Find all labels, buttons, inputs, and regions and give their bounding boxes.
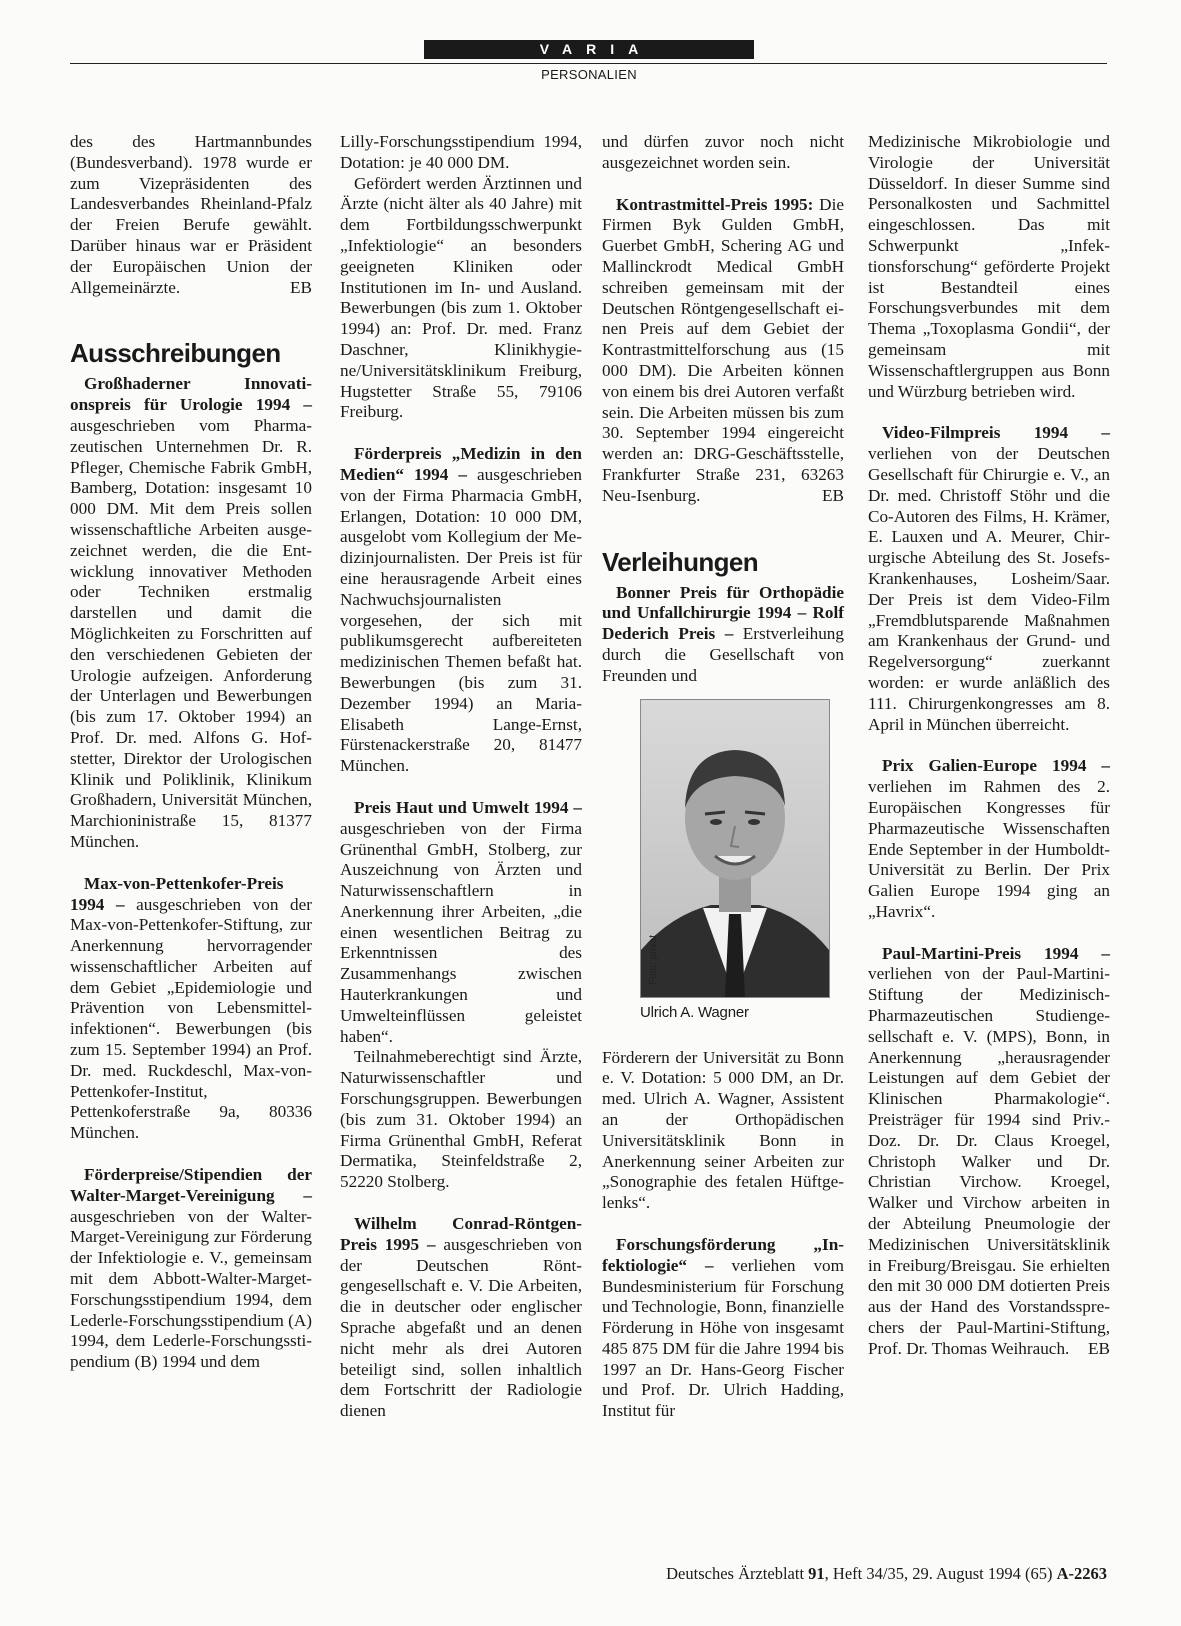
- portrait-photo: [640, 699, 830, 998]
- paragraph: Förderern der Universität zu Bonn e. V. Dotation: 5 000 DM, an Dr. med. Ulrich A. Wagner, Assistent an der Orthopädischen Universitätsklinik Bonn in Anerkennung seiner Arbeiten zur „Sonographie des fetalen Hüftgelenks“.: [602, 1047, 844, 1213]
- column-4: [868, 132, 1110, 1360]
- announcement: Großhaderner Innovationspreis für Urologie 1994 – ausgeschrieben vom Pharmazeutischen Unternehmen Dr. R. Pfleger, Chemische Fabrik GmbH, Bamberg, Dotation: insgesamt 10 000 DM. Mit dem Preis sollen wissenschaftliche Arbeiten ausgezeichnet werden, die die Entwicklung innovativer Methoden oder Techniken erstmalig darstellen und damit die Möglichkeiten zu Forschritten auf den verschiedenen Gebieten der Urologie aufzeigen. Anforderung der Unterlagen und Bewerbungen (bis zum 17. Oktober 1994) an Prof. Dr. med. Alfons G. Hofstetter, Direktor der Urologischen Klinik und Poliklinik, Klinikum Großhadern, Universität München, Marchioninistraße 15, 81377 München.: [70, 374, 312, 851]
- page-number: A-2263: [1056, 1564, 1107, 1583]
- author-sign: EB: [290, 277, 312, 297]
- photo-caption: Ulrich A. Wagner: [640, 1003, 749, 1021]
- portrait-illustration: [641, 700, 829, 997]
- announcement: Kontrastmittel-Preis 1995: Die Firmen Byk Gulden GmbH, Guerbet GmbH, Schering AG und Mallinckrodt Medical GmbH schreiben gemeinsam mit der Deutschen Röntgengesellschaft einen Preis auf dem Gebiet der Kontrastmittelforschung aus (15 000 DM). Die Arbeiten können von einem bis drei Autoren verfaßt sein. Die Arbeiten müssen bis zum 30. September 1994 eingereicht werden an: DRG-Geschäftsstelle, Frankfurter Straße 231, 63263 Neu-Isenburg. EB: [602, 194, 844, 505]
- paragraph: Medizinische Mikrobiologie und Virologie der Universität Düsseldorf. In dieser Summe sind Personalkosten und Sachmittel eingeschlossen. Das mit Schwerpunkt „Infektionsforschung“ geförderte Projekt ist Bestandteil eines Forschungsverbundes mit dem Thema „Toxoplasma Gondii“, der gemeinsam mit Wissenschaftlergruppen aus Bonn und Würzburg betrieben wird.: [868, 132, 1110, 401]
- paragraph: Teilnahmeberechtigt sind Ärzte, Naturwissenschaftler und Forschungsgruppen. Bewerbungen (bis zum 31. Oktober 1994) an Firma Grünenthal GmbH, Referat Dermatika, Steinfeldstraße 2, 52220 Stolberg.: [340, 1047, 582, 1192]
- announcement: Max-von-Pettenkofer-Preis 1994 – ausgeschrieben von der Max-von-Pettenkofer-Stiftung, zur Anerkennung hervorragender wissenschaftlicher Arbeiten auf dem Gebiet „Epidemiologie und Prävention von Lebensmittelinfektionen“. Bewerbungen (bis zum 15. September 1994) an Prof. Dr. med. Ruckdeschl, Max-von-Pettenkofer-Institut, Pettenkoferstraße 9a, 80336 München.: [70, 873, 312, 1143]
- paragraph: Lilly-Forschungsstipendium 1994, Dotation: je 40 000 DM.: [340, 132, 582, 172]
- award-title: Bonner Preis für Orthopädie und Unfallchirurgie 1994 – Rolf Dederich Preis –: [602, 582, 844, 644]
- announcement-title: Kontrastmittel-Preis 1995:: [616, 194, 814, 214]
- column-1: [70, 132, 312, 1373]
- award: Prix Galien-Europe 1994 – verliehen im Rahmen des 2. Europäischen Kongresses für Pharmazeutische Wissenschaften Ende September in der Humboldt-Universität zu Berlin. Der Prix Galien Europe 1994 ging an „Havrix“.: [868, 756, 1110, 921]
- announcement-title: Preis Haut und Umwelt 1994 –: [354, 797, 582, 817]
- section-band: VARIA: [424, 40, 754, 59]
- section-heading-verleihungen: Verleihungen: [602, 546, 759, 577]
- announcement-title: Wilhelm Conrad-Röntgen-Preis 1995 –: [340, 1214, 582, 1254]
- paragraph: Gefördert werden Ärztinnen und Ärzte (nicht älter als 40 Jahre) mit dem Fortbildungsschwerpunkt „Infektiologie“ an besonders geeigneten Kliniken oder Institutionen im In- und Ausland. Bewerbungen (bis zum 1. Oktober 1994) an: Prof. Dr. med. Franz Daschner, Klinikhygiene/Universitätsklinikum Freiburg, Hugstetter Straße 55, 79106 Freiburg.: [340, 173, 582, 422]
- award-title: Forschungsförderung „Infektiologie“ –: [602, 1234, 844, 1275]
- announcement-title: Förderpreis „Medizin in den Medien“ 1994 –: [340, 444, 582, 484]
- author-sign: EB: [822, 485, 844, 505]
- award: Bonner Preis für Orthopädie und Unfallchirurgie 1994 – Rolf Dederich Preis – Erstverleihung durch die Gesellschaft von Freunden und: [602, 582, 844, 685]
- journal-name: Deutsches Ärzteblatt: [666, 1564, 809, 1583]
- award-title: Prix Galien-Europe 1994 –: [882, 756, 1110, 776]
- announcement: Preis Haut und Umwelt 1994 – ausgeschrieben von der Firma Grünenthal GmbH, Stolberg, zur Auszeichnung von Ärzten und Naturwissenschaftlern in Anerkennung ihrer Arbeiten, „die einen wesentlichen Beitrag zu Erkenntnissen des Zusammenhangs zwischen Hauterkrankungen und Umwelteinflüssen geleistet haben“.: [340, 797, 582, 1046]
- announcement-title: Max-von-Pettenkofer-Preis 1994 –: [70, 873, 284, 914]
- announcement-title: Großhaderner Innovationspreis für Urologie 1994 –: [70, 374, 312, 415]
- header-rule: [70, 63, 1107, 64]
- paragraph: des des Hartmannbundes (Bundesverband). 1978 wurde er zum Vizepräsidenten des Landesverbandes Rheinland-Pfalz der Freien Berufe gewählt. Darüber hinaus war er Präsident der Europäischen Union der Allgemeinärzte. EB: [70, 132, 312, 297]
- author-sign: EB: [1088, 1338, 1110, 1358]
- photo-credit: Foto: privat: [648, 934, 659, 985]
- announcement: Wilhelm Conrad-Röntgen-Preis 1995 – ausgeschrieben von der Deutschen Röntgengesellschaft e. V. Die Arbeiten, die in deutscher oder englischer Sprache abgefaßt und an denen nicht mehr als drei Autoren beteiligt sind, sollen inhaltlich dem Fortschritt der Radiologie dienen: [340, 1214, 582, 1421]
- announcement-title: Förderpreise/Stipendien der Walter-Marget-Vereinigung –: [70, 1165, 312, 1205]
- award: Video-Filmpreis 1994 – verliehen von der Deutschen Gesellschaft für Chirurgie e. V., an Dr. med. Christoff Stöhr und die Co-Autoren des Films, H. Krämer, E. Lauxen und A. Meurer, Chirurgische Abteilung des St. Josefs-Krankenhauses, Losheim/Saar. Der Preis ist dem Video-Film „Fremdblutsparende Maßnahmen am Krankenhaus der Grund- und Regelversorgung“ zuerkannt worden: er wurde anläßlich des 111. Chirurgenkongresses am 8. April in München überreicht.: [868, 423, 1110, 734]
- award-title: Paul-Martini-Preis 1994 –: [882, 943, 1110, 963]
- announcement: Förderpreise/Stipendien der Walter-Marget-Vereinigung – ausgeschrieben von der Walter-Marget-Vereinigung zur Förderung der Infektiologie e. V., gemeinsam mit dem Abbott-Walter-Marget-Forschungsstipendium 1994, dem Lederle-Forschungsstipendium (A) 1994, dem Lederle-Forschungsstipendium (B) 1994 und dem: [70, 1165, 313, 1372]
- announcement: Förderpreis „Medizin in den Medien“ 1994 – ausgeschrieben von der Firma Pharmacia GmbH, Erlangen, Dotation: 10 000 DM, ausgelobt vom Kollegium der Medizinjournalisten. Der Preis ist für eine herausragende Arbeit eines Nachwuchsjournalisten vorgesehen, der sich mit publikumsgerecht aufbereiteten medizinischen Themen befaßt hat. Bewerbungen (bis zum 31. Dezember 1994) an Maria-Elisabeth Lange-Ernst, Fürstenackerstraße 20, 81477 München.: [340, 444, 582, 776]
- column-3: [602, 132, 844, 1422]
- column-2: [340, 132, 582, 1422]
- paragraph: und dürfen zuvor noch nicht ausgezeichnet worden sein.: [602, 132, 844, 172]
- journal-volume: 91: [808, 1564, 825, 1583]
- award: Forschungsförderung „Infektiologie“ – verliehen vom Bundesministerium für Forschung und Technologie, Bonn, finanzielle Förderung in Höhe von insgesamt 485 875 DM für die Jahre 1994 bis 1997 an Dr. Hans-Georg Fischer und Prof. Dr. Ulrich Hadding, Institut für: [602, 1234, 845, 1421]
- award: Paul-Martini-Preis 1994 – verliehen von der Paul-Martini-Stiftung der Medizinisch-Pharmazeutischen Studiengesellschaft e. V. (MPS), Bonn, in Anerkennung „herausragender Leistungen auf dem Gebiet der Klinischen Pharmakologie“. Preisträger für 1994 sind Priv.-Doz. Dr. Dr. Claus Kroegel, Christoph Walker und Dr. Christian Virchow. Kroegel, Walker und Virchow arbeiten in der Abteilung Pneumologie der Medizinischen Universitätsklinik in Freiburg/Breisgau. Sie erhielten den mit 30 000 DM dotierten Preis aus der Hand des Vorstandssprechers der Paul-Martini-Stiftung, Prof. Dr. Thomas Weihrauch. EB: [868, 943, 1110, 1358]
- section-heading-ausschreibungen: Ausschreibungen: [70, 338, 281, 369]
- section-subtitle: PERSONALIEN: [541, 67, 637, 82]
- award-title: Video-Filmpreis 1994 –: [882, 423, 1110, 443]
- page-footer: [500, 1564, 1107, 1584]
- issue-info: , Heft 34/35, 29. August 1994 (65): [824, 1564, 1057, 1583]
